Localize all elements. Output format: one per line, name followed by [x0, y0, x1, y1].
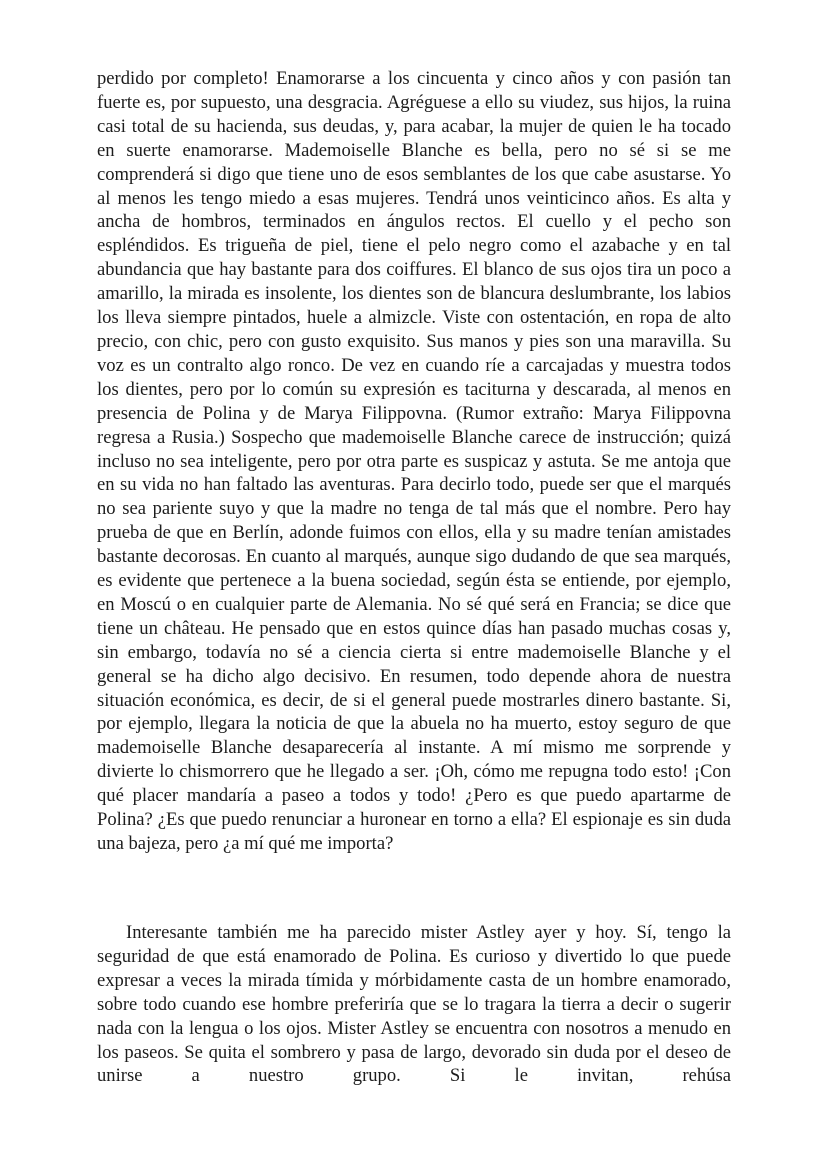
- paragraph-1: perdido por completo! Enamorarse a los cincuenta y cinco años y con pasión tan fuerte es, por supuesto, una desgracia. Agréguese a ello su viudez, sus hijos, la ruina casi total de su hacienda, sus deudas, y, para acabar, la mujer de quien le ha tocado en suerte enamorarse. Mademoiselle Blanche es bella, pero no sé si se me comprenderá si digo que tiene uno de esos semblantes de los que cabe asustarse. Yo al menos les tengo miedo a esas mujeres. Tendrá unos veinticinco años. Es alta y ancha de hombros, terminados en ángulos rectos. El cuello y el pecho son espléndidos. Es trigueña de piel, tiene el pelo negro como el azabache y en tal abundancia que hay bastante para dos coiffures. El blanco de sus ojos tira un poco a amarillo, la mirada es insolente, los dientes son de blancura deslumbrante, los labios los lleva siempre pintados, huele a almizcle. Viste con ostentación, en ropa de alto precio, con chic, pero con gusto exquisito. Sus manos y pies son una maravilla. Su voz es un contralto algo ronco. De vez en cuando ríe a carcajadas y muestra todos los dientes, pero por lo común su expresión es taciturna y descarada, al menos en presencia de Polina y de Marya Filippovna. (Rumor extraño: Marya Filippovna regresa a Rusia.) Sospecho que mademoiselle Blanche carece de instrucción; quizá incluso no sea inteligente, pero por otra parte es suspicaz y astuta. Se me antoja que en su vida no han faltado las aventuras. Para decirlo todo, puede ser que el marqués no sea pariente suyo y que la madre no tenga de tal más que el nombre. Pero hay prueba de que en Berlín, adonde fuimos con ellos, ella y su madre tenían amistades bastante decorosas. En cuanto al marqués, aunque sigo dudando de que sea marqués, es evidente que pertenece a la buena sociedad, según ésta se entiende, por ejemplo, en Moscú o en cualquier parte de Alemania. No sé qué será en Francia; se dice que tiene un château. He pensado que en estos quince días han pasado muchas cosas y, sin embargo, todavía no sé a ciencia cierta si entre mademoiselle Blanche y el general se ha dicho algo decisivo. En resumen, todo depende ahora de nuestra situación económica, es decir, de si el general puede mostrarles dinero bastante. Si, por ejemplo, llegara la noticia de que la abuela no ha muerto, estoy seguro de que mademoiselle Blanche desaparecería al instante. A mí mismo me sorprende y divierte lo chismorrero que he llegado a ser. ¡Oh, cómo me repugna todo esto! ¡Con qué placer mandaría a paseo a todos y todo! ¿Pero es que puedo apartarme de Polina? ¿Es que puedo renunciar a huronear en torno a ella? El espionaje es sin duda una bajeza, pero ¿a mí qué me importa?: [97, 68, 731, 854]
- paragraph-2: Interesante también me ha parecido mister Astley ayer y hoy. Sí, tengo la seguridad de que está enamorado de Polina. Es curioso y divertido lo que puede expresar a veces la mirada tímida y mórbidamente casta de un hombre enamorado, sobre todo cuando ese hombre preferiría que se lo tragara la tierra a decir o sugerir nada con la lengua o los ojos. Mister Astley se encuentra con nosotros a menudo en los paseos. Se quita el sombrero y pasa de largo, devorado sin duda por el deseo de unirse a nuestro grupo. Si le invitan, rehúsa: [97, 922, 731, 1087]
